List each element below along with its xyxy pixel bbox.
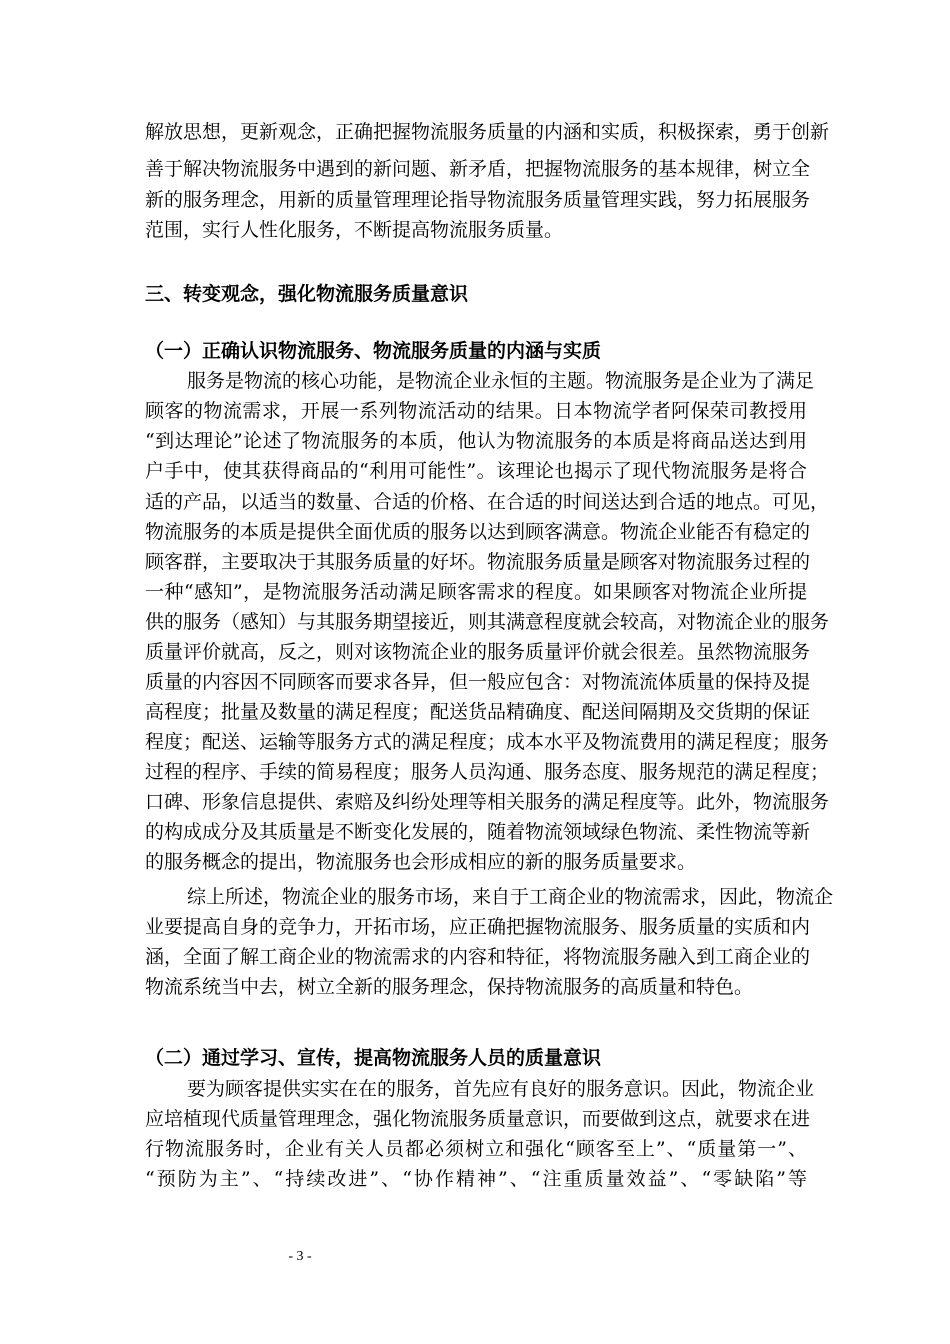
paragraph-line: 新的服务理念，用新的质量管理理论指导物流服务质量管理实践，努力拓展服务: [145, 189, 811, 211]
paragraph-line: “到达理论”论述了物流服务的本质，他认为物流服务的本质是将商品送达到用: [145, 430, 807, 452]
paragraph-line: 顾客群，主要取决于其服务质量的好坏。物流服务质量是顾客对物流服务过程的: [145, 551, 811, 573]
paragraph-line: 供的服务（感知）与其服务期望接近，则其满意程度就会较高，对物流企业的服务: [145, 611, 830, 633]
paragraph-line: 善于解决物流服务中遇到的新问题、新矛盾，把握物流服务的基本规律，树立全: [145, 158, 811, 180]
paragraph-line: 涵，全面了解工商企业的物流需求的内容和特征，将物流服务融入到工商企业的: [145, 946, 811, 968]
paragraph-line: 解放思想，更新观念，正确把握物流服务质量的内涵和实质，积极探索，勇于创新: [145, 121, 830, 143]
paragraph-line: 范围，实行人性化服务，不断提高物流服务质量。: [145, 219, 564, 241]
paragraph-line: 行物流服务时，企业有关人员都必须树立和强化“顾客至上”、“质量第一”、: [145, 1138, 807, 1160]
paragraph-line: 适的产品，以适当的数量、合适的价格、在合适的时间送达到合适的地点。可见，: [145, 491, 830, 513]
paragraph-line: 户手中，使其获得商品的“利用可能性”。该理论也揭示了现代物流服务是将合: [145, 460, 807, 482]
paragraph-line: 一种“感知”，是物流服务活动满足顾客需求的程度。如果顾客对物流企业所提: [145, 581, 807, 603]
paragraph-line: 质量的内容因不同顾客而要求各异，但一般应包含：对物流流体质量的保持及提: [145, 671, 811, 693]
section-heading: 三、转变观念，强化物流服务质量意识: [145, 283, 469, 305]
page-number: - 3 -: [288, 1249, 312, 1264]
subsection-heading: （二）通过学习、宣传，提高物流服务人员的质量意识: [145, 1047, 602, 1069]
paragraph-line: 过程的程序、手续的简易程度；服务人员沟通、服务态度、服务规范的满足程度；: [145, 761, 830, 783]
paragraph-line: 高程度；批量及数量的满足程度；配送货品精确度、配送间隔期及交货期的保证: [145, 701, 811, 723]
paragraph-line: 要为顾客提供实实在在的服务，首先应有良好的服务意识。因此，物流企业: [187, 1078, 815, 1100]
paragraph-line: 的服务概念的提出，物流服务也会形成相应的新的服务质量要求。: [145, 851, 697, 873]
subsection-heading: （一）正确认识物流服务、物流服务质量的内涵与实质: [145, 340, 602, 362]
paragraph-line: 口碑、形象信息提供、索赔及纠纷处理等相关服务的满足程度等。此外，物流服务: [145, 791, 830, 813]
paragraph-line: 应培植现代质量管理理念，强化物流服务质量意识，而要做到这点，就要求在进: [145, 1108, 811, 1130]
paragraph-line: 服务是物流的核心功能，是物流企业永恒的主题。物流服务是企业为了满足: [187, 370, 815, 392]
paragraph-line: 的构成成分及其质量是不断变化发展的，随着物流领域绿色物流、柔性物流等新: [145, 821, 811, 843]
paragraph-line: 质量评价就高，反之，则对该物流企业的服务质量评价就会很差。虽然物流服务: [145, 641, 811, 663]
paragraph-line: “预防为主”、“持续改进”、“协作精神”、“注重质量效益”、“零缺陷”等: [145, 1168, 807, 1190]
paragraph-line: 顾客的物流需求，开展一系列物流活动的结果。日本物流学者阿保荣司教授用: [145, 400, 807, 422]
paragraph-line: 业要提高自身的竞争力，开拓市场，应正确把握物流服务、服务质量的实质和内: [145, 916, 811, 938]
paragraph-line: 程度；配送、运输等服务方式的满足程度；成本水平及物流费用的满足程度；服务: [145, 731, 830, 753]
paragraph-line: 物流服务的本质是提供全面优质的服务以达到顾客满意。物流企业能否有稳定的: [145, 521, 811, 543]
paragraph-line: 综上所述，物流企业的服务市场，来自于工商企业的物流需求，因此，物流企: [187, 886, 834, 908]
paragraph-line: 物流系统当中去，树立全新的服务理念，保持物流服务的高质量和特色。: [145, 976, 754, 998]
